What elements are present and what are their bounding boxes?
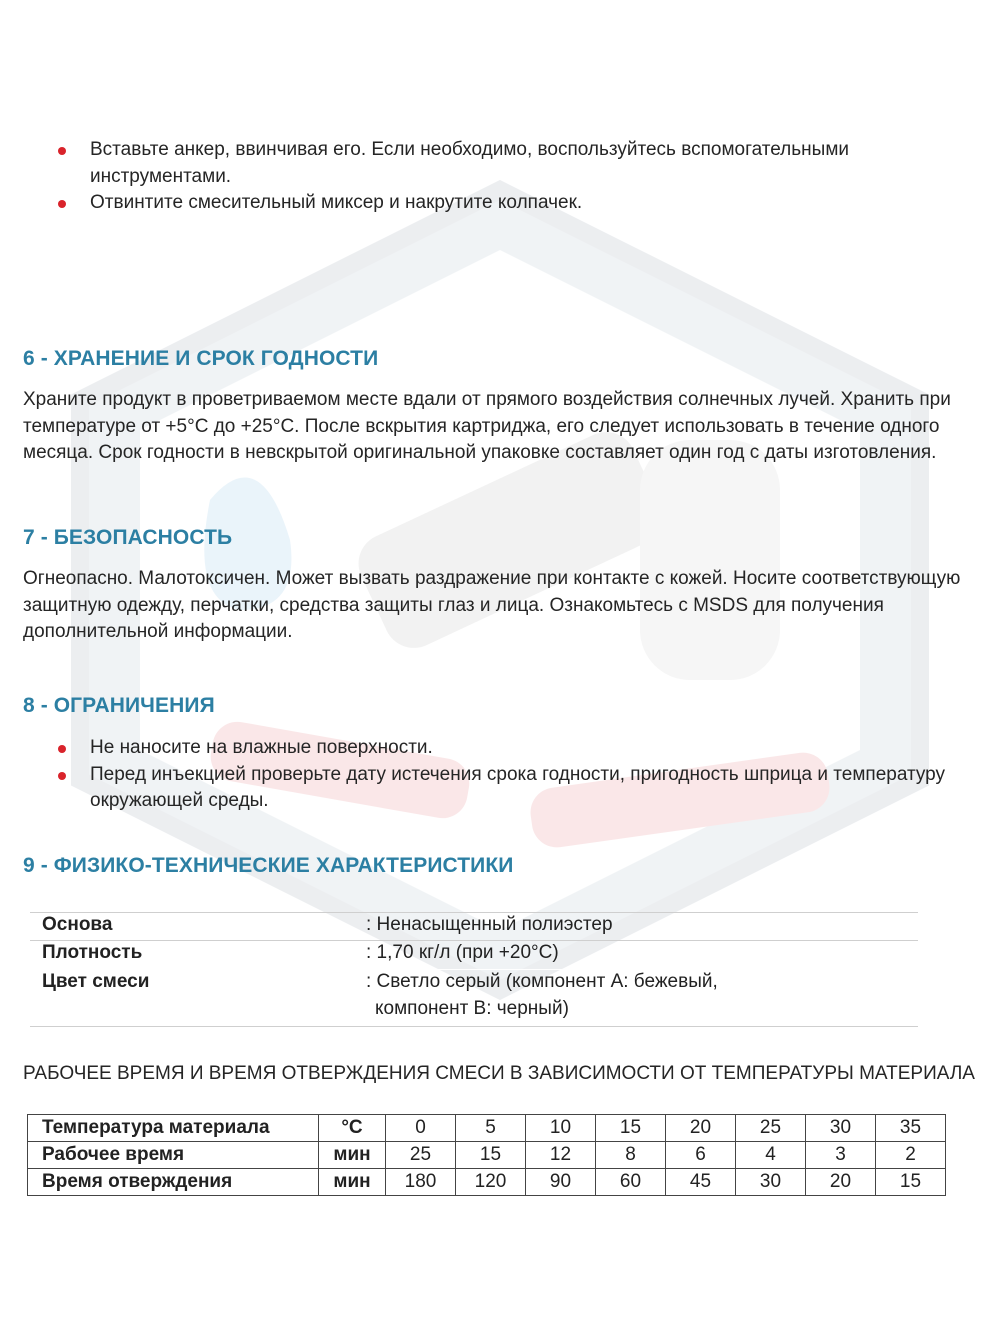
property-row <box>30 969 918 1027</box>
table-cell: 20 <box>806 1169 876 1196</box>
properties-list <box>30 912 918 1027</box>
section-7-heading: 7 - БЕЗОПАСНОСТЬ <box>23 526 233 549</box>
property-row <box>30 940 918 969</box>
table-cell: 60 <box>596 1169 666 1196</box>
section-6-text: Храните продукт в проветриваемом месте вдали от прямого воздействия солнечных лучей. Хранить при температуре от +5°С до +25°С. После вскрытия картриджа, его следует использовать в течение одного месяца. Срок годности в невскрытой оригинальной упаковке составляет один год с даты изготовления. <box>23 389 951 463</box>
table-cell: 15 <box>456 1142 526 1169</box>
table-cell: 180 <box>386 1169 456 1196</box>
bullet-list-instructions <box>58 137 958 217</box>
table-title: РАБОЧЕЕ ВРЕМЯ И ВРЕМЯ ОТВЕРЖДЕНИЯ СМЕСИ В ЗАВИСИМОСТИ ОТ ТЕМПЕРАТУРЫ МАТЕРИАЛА <box>23 1063 975 1084</box>
property-value-continued: компонент В: черный) <box>375 998 569 1019</box>
list-item: Перед инъекцией проверьте дату истечения срока годности, пригодность шприца и температуру окружающей среды. <box>58 762 958 815</box>
table-row <box>28 1169 946 1196</box>
row-unit: мин <box>319 1142 386 1169</box>
table-row <box>28 1142 946 1169</box>
row-unit: мин <box>319 1169 386 1196</box>
property-label: Основа <box>42 914 113 935</box>
row-label: Время отверждения <box>28 1169 319 1196</box>
list-item: Отвинтите смесительный миксер и накрутите колпачек. <box>58 190 958 217</box>
property-label: Цвет смеси <box>42 971 150 992</box>
table-row <box>28 1115 946 1142</box>
row-unit: °C <box>319 1115 386 1142</box>
bullet-dot-icon <box>58 745 66 753</box>
section-6-heading: 6 - ХРАНЕНИЕ И СРОК ГОДНОСТИ <box>23 347 379 370</box>
property-row <box>30 912 918 940</box>
property-value: : Светло серый (компонент А: бежевый, <box>366 971 718 992</box>
row-label: Температура материала <box>28 1115 319 1142</box>
property-value: : 1,70 кг/л (при +20°С) <box>366 942 559 963</box>
section-8-heading: 8 - ОГРАНИЧЕНИЯ <box>23 694 215 717</box>
bullet-dot-icon <box>58 200 66 208</box>
table-cell: 12 <box>526 1142 596 1169</box>
table-cell: 0 <box>386 1115 456 1142</box>
table-cell: 4 <box>736 1142 806 1169</box>
table-cell: 3 <box>806 1142 876 1169</box>
table-cell: 30 <box>736 1169 806 1196</box>
table-cell: 5 <box>456 1115 526 1142</box>
table-cell: 10 <box>526 1115 596 1142</box>
table-cell: 25 <box>386 1142 456 1169</box>
table-cell: 15 <box>876 1169 946 1196</box>
table-cell: 8 <box>596 1142 666 1169</box>
list-item: Не наносите на влажные поверхности. <box>58 735 958 762</box>
bullet-dot-icon <box>58 147 66 155</box>
bullet-dot-icon <box>58 772 66 780</box>
cure-time-table <box>27 1114 946 1196</box>
table-cell: 120 <box>456 1169 526 1196</box>
table-cell: 45 <box>666 1169 736 1196</box>
bullet-list-limitations <box>58 735 958 815</box>
property-label: Плотность <box>42 942 143 963</box>
table-cell: 30 <box>806 1115 876 1142</box>
section-7-text: Огнеопасно. Малотоксичен. Может вызвать раздражение при контакте с кожей. Носите соответствующую защитную одежду, перчатки, средства защиты глаз и лица. Ознакомьтесь с MSDS для получения дополнительной информации. <box>23 568 961 642</box>
table-cell: 35 <box>876 1115 946 1142</box>
table-cell: 15 <box>596 1115 666 1142</box>
table-cell: 2 <box>876 1142 946 1169</box>
table-cell: 20 <box>666 1115 736 1142</box>
table-cell: 90 <box>526 1169 596 1196</box>
table-cell: 25 <box>736 1115 806 1142</box>
property-value: : Ненасыщенный полиэстер <box>366 914 613 935</box>
list-item: Вставьте анкер, ввинчивая его. Если необходимо, воспользуйтесь вспомогательными инструментами. <box>58 137 958 190</box>
section-9-heading: 9 - ФИЗИКО-ТЕХНИЧЕСКИЕ ХАРАКТЕРИСТИКИ <box>23 854 514 877</box>
row-label: Рабочее время <box>28 1142 319 1169</box>
table-cell: 6 <box>666 1142 736 1169</box>
